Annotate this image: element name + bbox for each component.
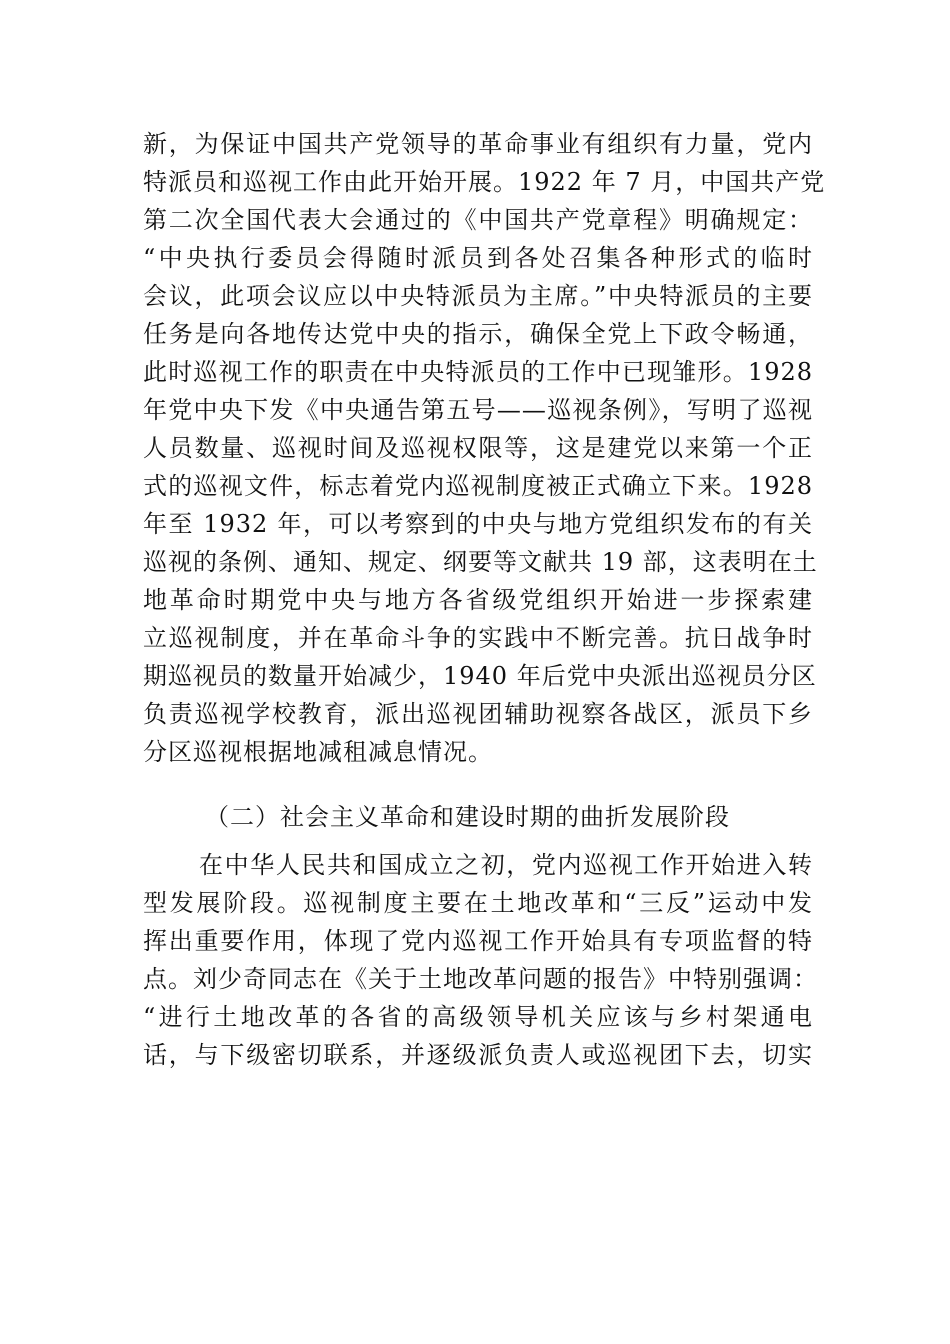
paragraph-line: 期巡视员的数量开始减少，1940 年后党中央派出巡视员分区 — [143, 662, 817, 690]
paragraph-line: 任务是向各地传达党中央的指示，确保全党上下政令畅通， — [143, 320, 813, 348]
paragraph-line: 点。刘少奇同志在《关于土地改革问题的报告》中特别强调： — [143, 965, 818, 993]
paragraph-line: 挥出重要作用，体现了党内巡视工作开始具有专项监督的特 — [143, 927, 813, 955]
paragraph-line: 第二次全国代表大会通过的《中国共产党章程》明确规定： — [143, 206, 813, 234]
paragraph-prc-founding — [143, 846, 818, 1074]
paragraph-line: “中央执行委员会得随时派员到各处召集各种形式的临时 — [143, 244, 813, 272]
paragraph-line: 式的巡视文件，标志着党内巡视制度被正式确立下来。1928 — [143, 472, 813, 500]
paragraph-line: 在中华人民共和国成立之初，党内巡视工作开始进入转 — [199, 851, 813, 879]
paragraph-line: 特派员和巡视工作由此开始开展。1922 年 7 月，中国共产党 — [143, 168, 826, 196]
paragraph-line: 新，为保证中国共产党领导的革命事业有组织有力量，党内 — [143, 130, 813, 158]
paragraph-line: 型发展阶段。巡视制度主要在土地改革和“三反”运动中发 — [143, 889, 813, 917]
paragraph-line: 人员数量、巡视时间及巡视权限等，这是建党以来第一个正 — [143, 434, 813, 462]
paragraph-line: 此时巡视工作的职责在中央特派员的工作中已现雏形。1928 — [143, 358, 813, 386]
paragraph-line: “进行土地改革的各省的高级领导机关应该与乡村架通电 — [143, 1003, 813, 1031]
paragraph-line: 巡视的条例、通知、规定、纲要等文献共 19 部，这表明在土 — [143, 548, 818, 576]
paragraph-line: 地革命时期党中央与地方各省级党组织开始进一步探索建 — [143, 586, 813, 614]
paragraph-line: 立巡视制度，并在革命斗争的实践中不断完善。抗日战争时 — [143, 624, 813, 652]
paragraph-line: 话，与下级密切联系，并逐级派负责人或巡视团下去，切实 — [143, 1041, 813, 1069]
paragraph-line: 年至 1932 年，可以考察到的中央与地方党组织发布的有关 — [143, 510, 813, 538]
paragraph-history-inspection — [143, 125, 826, 771]
paragraph-line: 会议，此项会议应以中央特派员为主席。”中央特派员的主要 — [143, 282, 813, 310]
paragraph-line: 负责巡视学校教育，派出巡视团辅助视察各战区，派员下乡 — [143, 700, 813, 728]
paragraph-line: 年党中央下发《中央通告第五号——巡视条例》，写明了巡视 — [143, 396, 813, 424]
section-heading: （二）社会主义革命和建设时期的曲折发展阶段 — [205, 803, 730, 831]
paragraph-line: 分区巡视根据地减租减息情况。 — [143, 738, 493, 766]
